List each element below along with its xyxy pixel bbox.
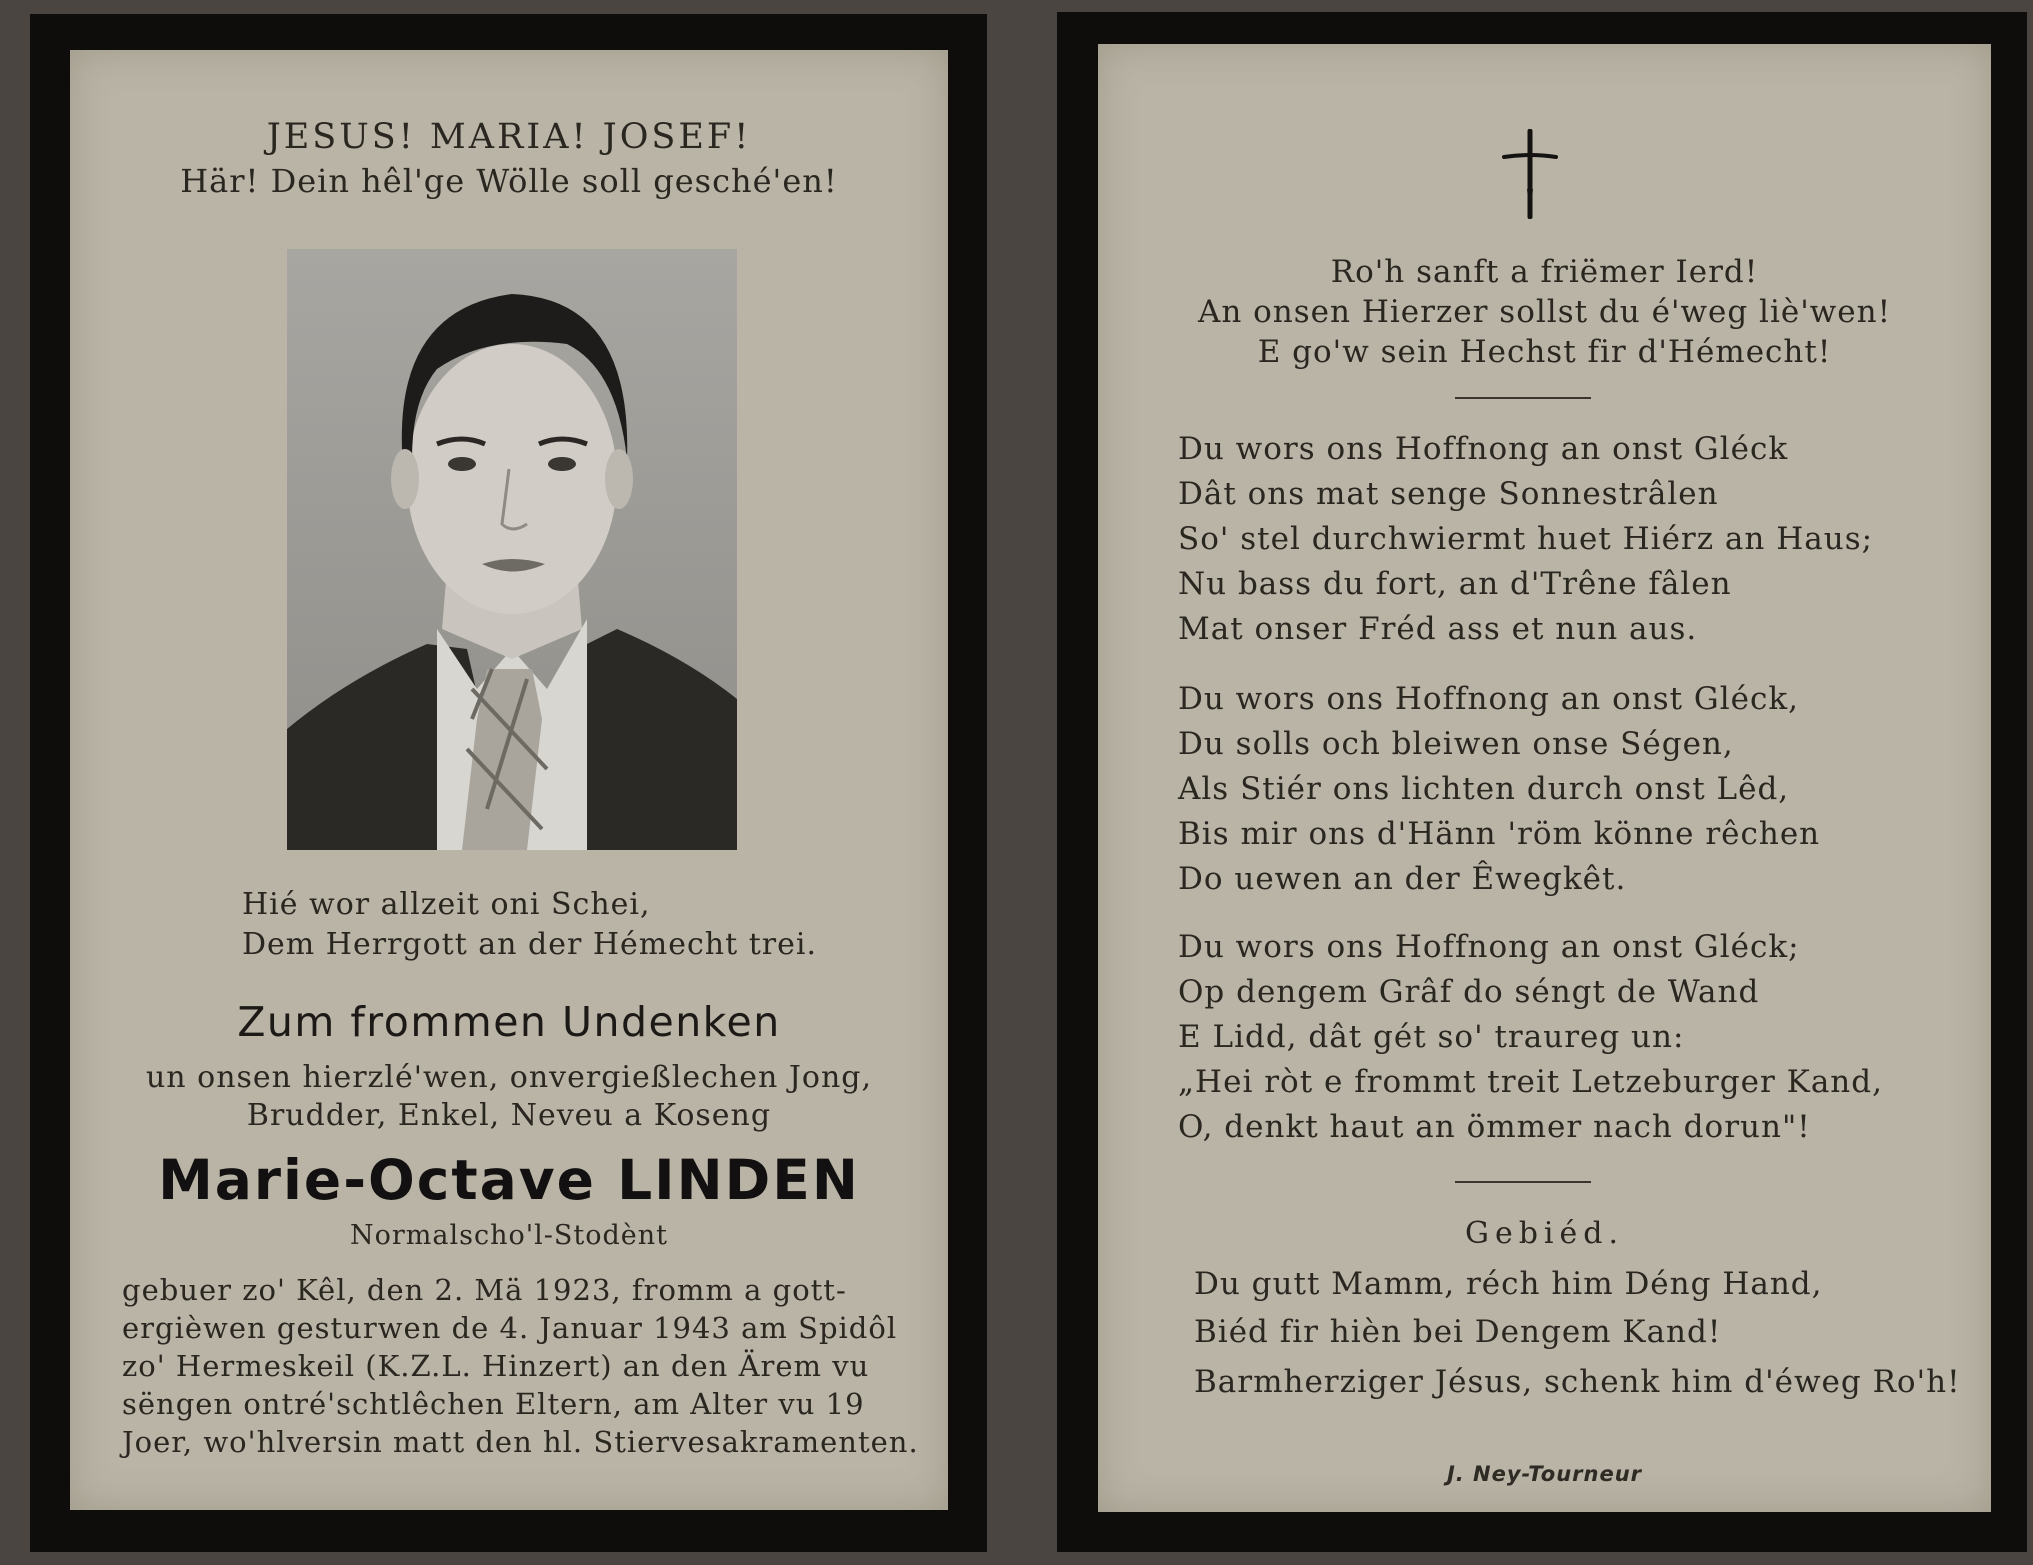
prayer-title: Gebiéd. [1464,1216,1624,1251]
poem-line: Bis mir ons d'Hänn 'röm könne rêchen [1178,816,1821,852]
right-memorial-card [1098,44,1991,1512]
portrait-photo [287,249,737,850]
poem-line: O, denkt haut an ömmer nach dorun"! [1178,1109,1811,1145]
epitaph-line: An onsen Hierzer sollst du é'weg liè'wen! [1197,294,1892,330]
poem-line: Nu bass du fort, an d'Trêne fâlen [1178,566,1732,602]
poem-line: Als Stiér ons lichten durch onst Lêd, [1178,771,1790,807]
prayer-line: Du gutt Mamm, réch him Déng Hand, [1194,1266,1823,1302]
prayer-line: Biéd fir hièn bei Dengem Kand! [1194,1314,1722,1350]
divider [1455,397,1591,399]
poem-line: Du wors ons Hoffnong an onst Gléck, [1178,681,1799,717]
poem-line: Du solls och bleiwen onse Ségen, [1178,726,1734,762]
poem-line: Dât ons mat senge Sonnestrâlen [1178,476,1719,512]
poem-line: Du wors ons Hoffnong an onst Gléck; [1178,929,1800,965]
divider [1455,1181,1591,1183]
poem-line: Op dengem Grâf do séngt de Wand [1178,974,1760,1010]
poem-line: Du wors ons Hoffnong an onst Gléck [1178,431,1789,467]
poem-line: „Hei ròt e frommt treit Letzeburger Kand, [1178,1064,1883,1100]
deceased-occupation: Normalscho'l-Stodènt [349,1220,669,1251]
biography-line: zo' Hermeskeil (K.Z.L. Hinzert) an den Ärem vu [122,1349,870,1383]
epitaph-line: Ro'h sanft a friëmer Ierd! [1330,254,1759,290]
epitaph-line: E go'w sein Hechst fir d'Hémecht! [1257,334,1832,370]
cross-icon [1500,129,1560,219]
memorial-title: Zum frommen Undenken [237,998,781,1046]
prayer-heading: Här! Dein hêl'ge Wölle soll gesché'en! [180,162,838,200]
memorial-subtitle: Brudder, Enkel, Neveu a Koseng [246,1098,772,1133]
printer-credit: J. Ney-Tourneur [1446,1462,1643,1486]
verse-line: Hié wor allzeit oni Schei, [242,887,651,922]
biography-line: sëngen ontré'schtlêchen Eltern, am Alter vu 19 [122,1387,865,1421]
holy-names-heading: JESUS! MARIA! JOSEF! [266,117,752,157]
deceased-name: Marie-Octave LINDEN [158,1148,860,1212]
verse-line: Dem Herrgott an der Hémecht trei. [242,927,817,962]
biography-line: gebuer zo' Kêl, den 2. Mä 1923, fromm a gott- [122,1273,847,1307]
poem-line: So' stel durchwiermt huet Hiérz an Haus; [1178,521,1874,557]
poem-line: Mat onser Fréd ass et nun aus. [1178,611,1698,647]
prayer-line: Barmherziger Jésus, schenk him d'éweg Ro'h! [1194,1364,1961,1400]
biography-line: Joer, wo'hlversin matt den hl. Stiervesakramenten. [122,1425,919,1459]
memorial-subtitle: un onsen hierzlé'wen, onvergießlechen Jong, [145,1060,873,1095]
left-memorial-card [70,50,948,1510]
poem-line: E Lidd, dât gét so' traureg un: [1178,1019,1685,1055]
biography-line: ergièwen gesturwen de 4. Januar 1943 am Spidôl [122,1311,898,1345]
poem-line: Do uewen an der Êwegkêt. [1178,861,1627,897]
